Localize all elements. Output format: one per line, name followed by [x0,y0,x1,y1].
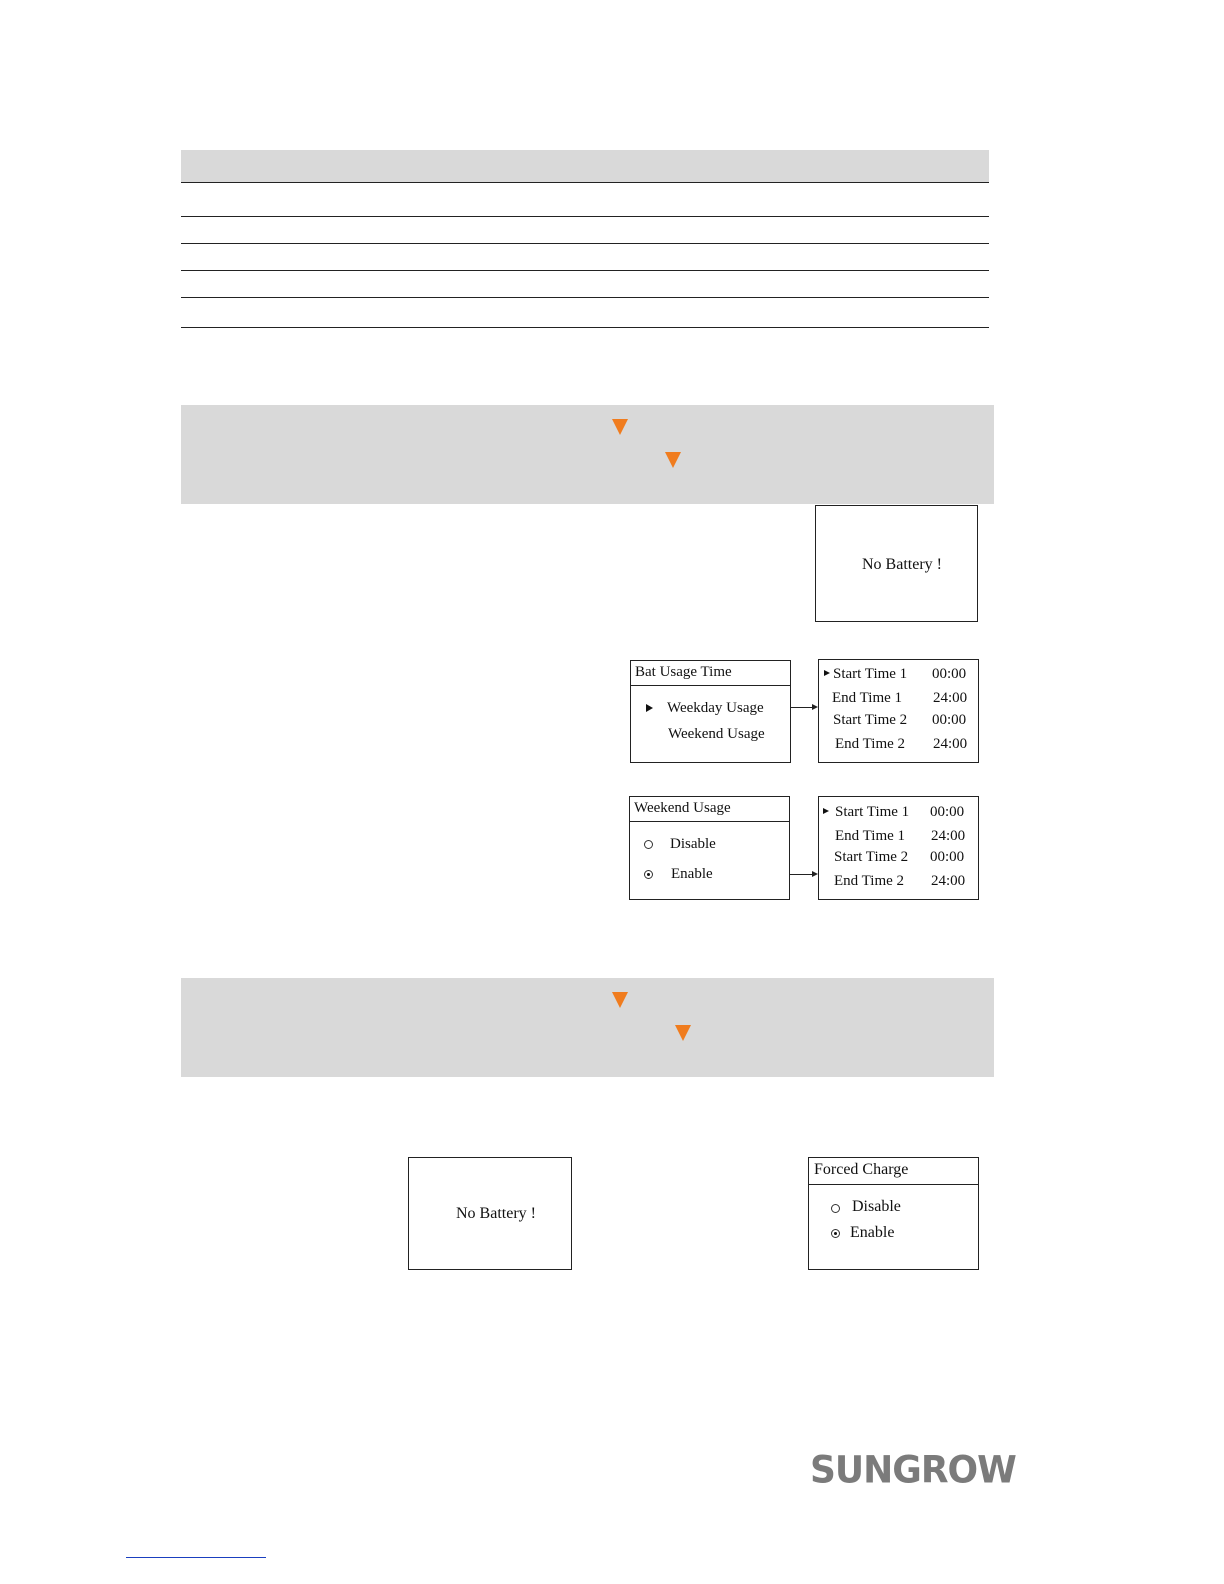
connector-line [790,874,813,875]
radio-enable[interactable] [644,870,653,879]
no-battery-text: No Battery ! [456,1205,536,1222]
forced-charge-screen [808,1157,979,1270]
menu-title: Forced Charge [814,1161,909,1178]
radio-disable[interactable] [831,1204,840,1213]
no-battery-screen [815,505,978,622]
time-label: Start Time 1 [835,804,910,820]
time-label: Start Time 2 [834,849,909,865]
option-enable[interactable]: Enable [850,1224,895,1241]
down-arrow-icon [665,452,681,468]
radio-enable[interactable] [831,1229,840,1238]
no-battery-screen [408,1157,572,1270]
weekday-times-screen [818,659,979,763]
no-battery-text: No Battery ! [862,556,942,573]
time-value[interactable]: 00:00 [932,712,967,728]
table-rule [181,270,989,271]
table-rule [181,243,989,244]
weekend-usage-menu [629,796,790,900]
menu-title: Bat Usage Time [635,664,732,680]
time-label: End Time 2 [835,736,906,752]
option-enable[interactable]: Enable [671,866,713,882]
table-header [181,150,989,182]
time-value[interactable]: 24:00 [933,736,968,752]
menu-title-bar [809,1158,978,1185]
pointer-icon [824,670,830,676]
table-rule [181,327,989,328]
time-value[interactable]: 24:00 [931,828,966,844]
pointer-icon [823,808,829,814]
time-value[interactable]: 24:00 [931,873,966,889]
instruction-band [181,405,994,504]
time-label: End Time 2 [834,873,905,889]
time-label: End Time 1 [832,690,903,706]
menu-title: Weekend Usage [634,800,731,816]
radio-disable[interactable] [644,840,653,849]
table-rule [181,182,989,183]
instruction-band [181,978,994,1077]
sungrow-logo: SUNGROW [810,1448,1016,1493]
menu-title-bar [631,661,790,686]
time-value[interactable]: 24:00 [933,690,968,706]
table-rule [181,216,989,217]
time-value[interactable]: 00:00 [932,666,967,682]
down-arrow-icon [612,419,628,435]
menu-title-bar [630,797,789,822]
time-value[interactable]: 00:00 [930,804,965,820]
pointer-icon [646,704,653,712]
option-disable[interactable]: Disable [852,1198,901,1215]
time-value[interactable]: 00:00 [930,849,965,865]
option-disable[interactable]: Disable [670,836,716,852]
down-arrow-icon [612,992,628,1008]
footer-link-underline[interactable] [126,1557,266,1558]
weekend-times-screen [818,796,979,900]
menu-item-weekend-usage[interactable]: Weekend Usage [668,726,765,742]
down-arrow-icon [675,1025,691,1041]
menu-item-weekday-usage[interactable]: Weekday Usage [667,700,764,716]
table-rule [181,297,989,298]
time-label: Start Time 1 [833,666,908,682]
bat-usage-menu [630,660,791,763]
connector-line [791,707,813,708]
time-label: Start Time 2 [833,712,908,728]
time-label: End Time 1 [835,828,906,844]
